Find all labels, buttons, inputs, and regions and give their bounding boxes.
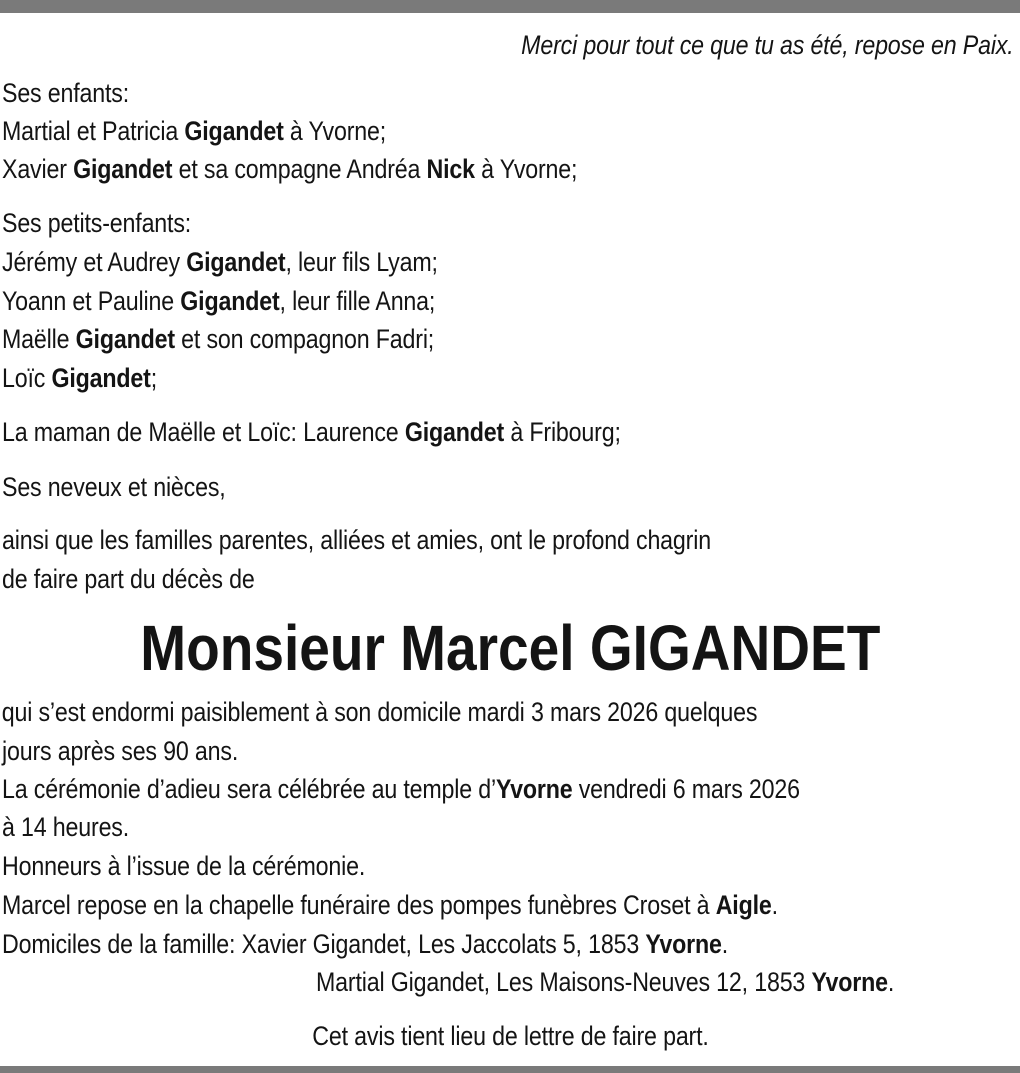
details-line-1: qui s’est endormi paisiblement à son domicile mardi 3 mars 2026 quelques — [1, 697, 758, 727]
child-line-2: Xavier Gigandet et sa compagne Andréa Nick à Yvorne; — [2, 154, 578, 184]
child-line-1: Martial et Patricia Gigandet à Yvorne; — [2, 116, 387, 146]
ceremony-line-2: à 14 heures. — [2, 812, 130, 842]
deceased-name: Monsieur Marcel GIGANDET — [139, 612, 881, 684]
mother-line: La maman de Maëlle et Loïc: Laurence Gigandet à Fribourg; — [2, 417, 621, 447]
details-line-2: jours après ses 90 ans. — [2, 736, 239, 766]
grandchild-line-4: Loïc Gigandet; — [2, 363, 158, 393]
grandchild-line-1: Jérémy et Audrey Gigandet, leur fils Lyam; — [2, 247, 438, 277]
address-line-1: Domiciles de la famille: Xavier Gigandet, Les Jaccolats 5, 1853 Yvorne. — [2, 929, 729, 959]
address-line-2: Martial Gigandet, Les Maisons-Neuves 12, 1853 Yvorne. — [316, 967, 895, 997]
bottom-rule — [0, 1066, 1020, 1073]
families-line-2: de faire part du décès de — [2, 564, 255, 594]
honours-line: Honneurs à l’issue de la cérémonie. — [2, 851, 366, 881]
grandchildren-heading: Ses petits-enfants: — [2, 208, 192, 238]
rest-place-line: Marcel repose en la chapelle funéraire des pompes funèbres Croset à Aigle. — [2, 890, 778, 920]
grandchild-line-3: Maëlle Gigandet et son compagnon Fadri; — [2, 324, 435, 354]
nephews-line: Ses neveux et nièces, — [2, 472, 226, 502]
grandchild-line-2: Yoann et Pauline Gigandet, leur fille Anna; — [2, 286, 436, 316]
motto: Merci pour tout ce que tu as été, repose en Paix. — [521, 30, 1014, 60]
top-rule — [0, 0, 1020, 13]
ceremony-line-1: La cérémonie d’adieu sera célébrée au temple d’Yvorne vendredi 6 mars 2026 — [2, 774, 800, 804]
children-heading: Ses enfants: — [2, 78, 130, 108]
closing-note: Cet avis tient lieu de lettre de faire part. — [311, 1021, 709, 1051]
families-line-1: ainsi que les familles parentes, alliées et amies, ont le profond chagrin — [2, 525, 711, 555]
